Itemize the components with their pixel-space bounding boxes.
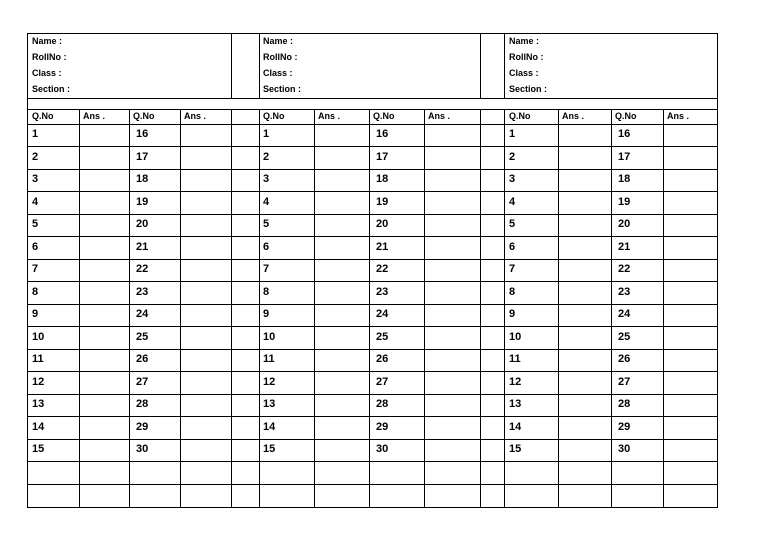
ans-column-header: Ans . <box>83 111 106 121</box>
table-row-line <box>27 326 718 327</box>
question-number: 14 <box>32 421 45 433</box>
question-number: 30 <box>136 443 149 455</box>
question-number: 22 <box>136 263 149 275</box>
question-number: 24 <box>376 308 389 320</box>
table-row-line <box>27 371 718 372</box>
table-row-line <box>27 109 718 110</box>
question-number: 13 <box>509 398 522 410</box>
table-row-line <box>27 461 718 462</box>
info-column-line <box>259 33 260 98</box>
question-number: 2 <box>509 151 516 163</box>
table-row-line <box>27 214 718 215</box>
table-row-line <box>27 236 718 237</box>
table-column-line <box>611 109 612 508</box>
question-number: 3 <box>263 173 270 185</box>
table-border-side <box>27 98 28 109</box>
info-column-line <box>504 33 505 98</box>
question-number: 16 <box>136 128 149 140</box>
question-number: 1 <box>509 128 516 140</box>
question-number: 6 <box>509 241 516 253</box>
question-number: 4 <box>32 196 39 208</box>
question-number: 20 <box>618 218 631 230</box>
question-number: 27 <box>618 376 631 388</box>
ans-column-header: Ans . <box>667 111 690 121</box>
question-number: 10 <box>32 331 45 343</box>
ans-column-header: Ans . <box>184 111 207 121</box>
question-number: 24 <box>618 308 631 320</box>
question-number: 19 <box>376 196 389 208</box>
question-number: 21 <box>376 241 389 253</box>
ans-column-header: Ans . <box>428 111 451 121</box>
question-number: 20 <box>136 218 149 230</box>
question-number: 1 <box>32 128 39 140</box>
question-number: 28 <box>376 398 389 410</box>
question-number: 13 <box>32 398 45 410</box>
question-number: 14 <box>263 421 276 433</box>
student-info-label: Section : <box>509 84 548 94</box>
student-info-label: Class : <box>263 68 293 78</box>
table-row-line <box>27 507 718 508</box>
question-number: 5 <box>263 218 270 230</box>
question-number: 18 <box>618 173 631 185</box>
table-column-line <box>314 109 315 508</box>
table-border-side <box>717 98 718 109</box>
question-number: 1 <box>263 128 270 140</box>
info-column-line <box>480 33 481 98</box>
student-info-label: Section : <box>32 84 71 94</box>
question-number: 12 <box>263 376 276 388</box>
question-number: 22 <box>618 263 631 275</box>
question-number: 8 <box>509 286 516 298</box>
student-info-label: Class : <box>32 68 62 78</box>
question-number: 27 <box>136 376 149 388</box>
question-number: 8 <box>263 286 270 298</box>
student-info-label: RollNo : <box>32 52 67 62</box>
question-number: 8 <box>32 286 39 298</box>
question-number: 6 <box>32 241 39 253</box>
question-number: 10 <box>263 331 276 343</box>
question-number: 11 <box>263 353 275 365</box>
question-number: 24 <box>136 308 149 320</box>
table-row-line <box>27 146 718 147</box>
question-number: 9 <box>263 308 270 320</box>
table-row-line <box>27 416 718 417</box>
ans-column-header: Ans . <box>562 111 585 121</box>
question-number: 19 <box>618 196 631 208</box>
question-number: 17 <box>136 151 149 163</box>
question-number: 20 <box>376 218 389 230</box>
question-number: 26 <box>136 353 149 365</box>
question-number: 21 <box>618 241 631 253</box>
table-row-line <box>27 349 718 350</box>
question-number: 30 <box>618 443 631 455</box>
question-number: 25 <box>376 331 389 343</box>
table-column-line <box>231 109 232 508</box>
table-row-line <box>27 394 718 395</box>
table-column-line <box>79 109 80 508</box>
question-number: 11 <box>509 353 521 365</box>
question-number: 13 <box>263 398 276 410</box>
question-number: 26 <box>376 353 389 365</box>
student-info-label: Class : <box>509 68 539 78</box>
table-column-line <box>259 109 260 508</box>
table-row-line <box>27 439 718 440</box>
table-column-line <box>129 109 130 508</box>
question-number: 29 <box>618 421 631 433</box>
question-number: 15 <box>509 443 522 455</box>
question-number: 28 <box>618 398 631 410</box>
question-number: 3 <box>32 173 39 185</box>
info-column-line <box>231 33 232 98</box>
question-number: 7 <box>509 263 516 275</box>
question-number: 25 <box>618 331 631 343</box>
table-row-line <box>27 281 718 282</box>
question-number: 15 <box>32 443 45 455</box>
question-number: 7 <box>263 263 270 275</box>
table-column-line <box>480 109 481 508</box>
qno-column-header: Q.No <box>373 111 395 121</box>
question-number: 23 <box>136 286 149 298</box>
table-column-line <box>558 109 559 508</box>
qno-column-header: Q.No <box>615 111 637 121</box>
qno-column-header: Q.No <box>133 111 155 121</box>
question-number: 9 <box>509 308 516 320</box>
question-number: 28 <box>136 398 149 410</box>
table-column-line <box>504 109 505 508</box>
question-number: 12 <box>509 376 522 388</box>
question-number: 18 <box>376 173 389 185</box>
question-number: 2 <box>263 151 270 163</box>
table-row-line <box>27 484 718 485</box>
question-number: 19 <box>136 196 149 208</box>
question-number: 5 <box>32 218 39 230</box>
student-info-label: Name : <box>32 36 63 46</box>
info-section-divider <box>27 98 718 99</box>
student-info-label: RollNo : <box>263 52 298 62</box>
question-number: 23 <box>618 286 631 298</box>
table-row-line <box>27 304 718 305</box>
question-number: 21 <box>136 241 149 253</box>
qno-column-header: Q.No <box>263 111 285 121</box>
question-number: 7 <box>32 263 39 275</box>
table-column-line <box>27 109 28 508</box>
question-number: 30 <box>376 443 389 455</box>
question-number: 10 <box>509 331 522 343</box>
qno-column-header: Q.No <box>509 111 531 121</box>
question-number: 6 <box>263 241 270 253</box>
question-number: 18 <box>136 173 149 185</box>
table-column-line <box>369 109 370 508</box>
student-info-label: Name : <box>509 36 540 46</box>
info-column-line <box>27 33 28 98</box>
question-number: 23 <box>376 286 389 298</box>
question-number: 17 <box>618 151 631 163</box>
question-number: 3 <box>509 173 516 185</box>
table-row-line <box>27 191 718 192</box>
question-number: 9 <box>32 308 39 320</box>
question-number: 4 <box>509 196 516 208</box>
question-number: 16 <box>618 128 631 140</box>
table-column-line <box>424 109 425 508</box>
info-column-line <box>717 33 718 98</box>
question-number: 25 <box>136 331 149 343</box>
question-number: 2 <box>32 151 39 163</box>
question-number: 29 <box>136 421 149 433</box>
question-number: 11 <box>32 353 44 365</box>
table-column-line <box>663 109 664 508</box>
table-column-line <box>717 109 718 508</box>
question-number: 12 <box>32 376 45 388</box>
table-border-top <box>27 33 718 34</box>
question-number: 16 <box>376 128 389 140</box>
ans-column-header: Ans . <box>318 111 341 121</box>
table-row-line <box>27 169 718 170</box>
student-info-label: Section : <box>263 84 302 94</box>
question-number: 26 <box>618 353 631 365</box>
qno-column-header: Q.No <box>32 111 54 121</box>
table-row-line <box>27 124 718 125</box>
student-info-label: RollNo : <box>509 52 544 62</box>
table-column-line <box>180 109 181 508</box>
question-number: 27 <box>376 376 389 388</box>
question-number: 17 <box>376 151 389 163</box>
question-number: 5 <box>509 218 516 230</box>
student-info-label: Name : <box>263 36 294 46</box>
question-number: 22 <box>376 263 389 275</box>
question-number: 29 <box>376 421 389 433</box>
question-number: 4 <box>263 196 270 208</box>
table-row-line <box>27 259 718 260</box>
question-number: 15 <box>263 443 276 455</box>
question-number: 14 <box>509 421 522 433</box>
